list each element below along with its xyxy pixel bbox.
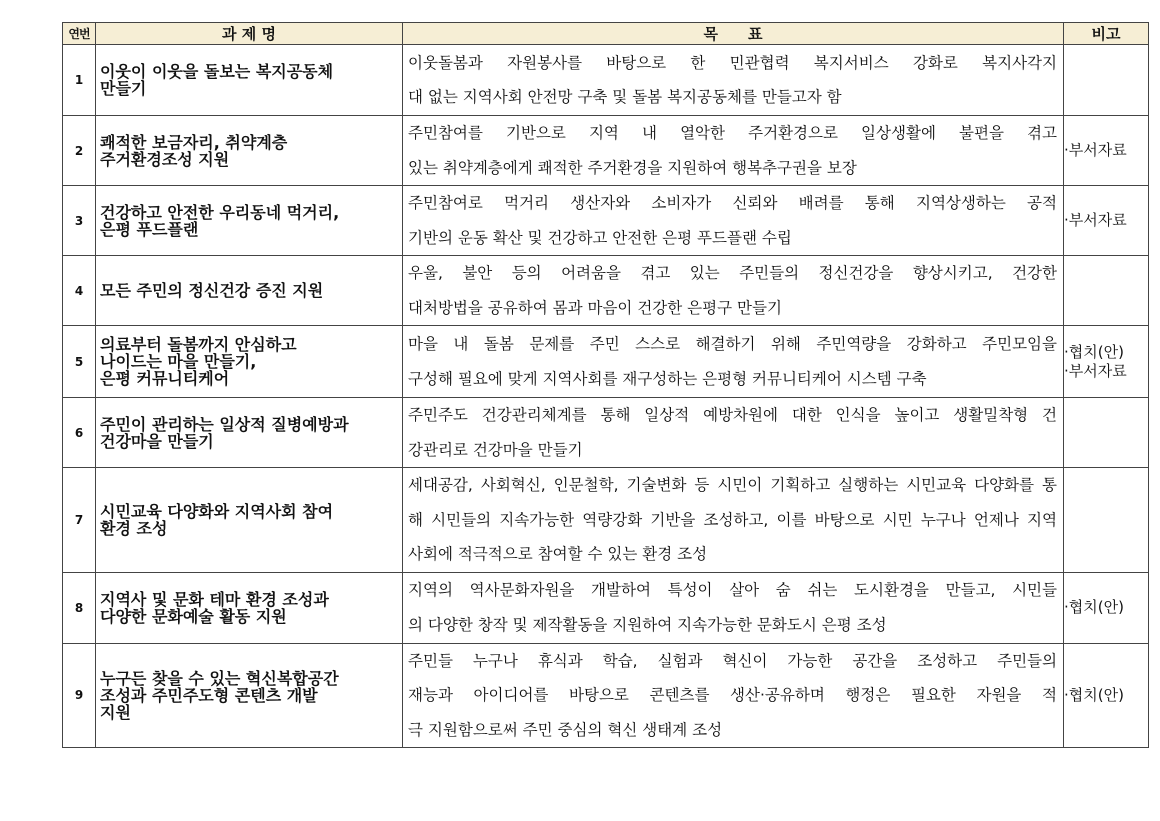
task-title-line: 모든 주민의 정신건강 증진 지원 (100, 281, 324, 300)
task-note (1064, 643, 1149, 748)
task-title (96, 256, 403, 326)
task-title-line: 쾌적한 보금자리, 취약계층 (100, 132, 288, 152)
task-goal-line: 주민참여로 먹거리 생산자와 소비자가 신뢰와 배려를 통해 지역상생하는 공적 (408, 194, 1057, 212)
task-note (1064, 45, 1149, 116)
task-title-line: 건강하고 안전한 우리동네 먹거리, (100, 202, 340, 222)
task-goal-line: 대처방법을 공유하여 몸과 마음이 건강한 은평구 만들기 (408, 298, 782, 317)
task-goal (403, 468, 1064, 573)
task-goal-line: 이웃돌봄과 자원봉사를 바탕으로 한 민관협력 복지서비스 강화로 복지사각지 (408, 53, 1057, 72)
task-goal (403, 643, 1064, 748)
row-number: 9 (63, 643, 96, 748)
task-title-line: 주민이 관리하는 일상적 질병예방과 (100, 414, 349, 434)
task-note-line: ·협치(안) (1064, 342, 1124, 361)
row-number: 8 (63, 572, 96, 643)
task-title (96, 643, 403, 748)
table-row (63, 186, 1149, 256)
task-title-line: 누구든 찾을 수 있는 혁신복합공간 (100, 668, 339, 688)
task-goal-line: 주민들 누구나 휴식과 학습, 실험과 혁신이 가능한 공간을 조성하고 주민들의 (408, 651, 1057, 670)
task-note (1064, 572, 1149, 643)
task-note (1064, 468, 1149, 573)
task-note-line: ·부서자료 (1064, 211, 1127, 229)
task-title-line: 만들기 (100, 79, 147, 98)
task-title (96, 468, 403, 573)
row-number: 3 (63, 186, 96, 256)
table-row (63, 468, 1149, 573)
task-note (1064, 116, 1149, 186)
task-goal-line: 해 시민들의 지속가능한 역량강화 기반을 조성하고, 이를 바탕으로 시민 누구나 언제나 지역 (408, 510, 1057, 529)
task-title (96, 572, 403, 643)
task-goal (403, 572, 1064, 643)
row-number: 2 (63, 116, 96, 186)
row-number: 5 (63, 326, 96, 398)
task-title-line: 건강마을 만들기 (100, 431, 214, 451)
task-title-line: 시민교육 다양화와 지역사회 참여 (100, 501, 334, 521)
task-title-line: 나이드는 마을 만들기, (100, 352, 257, 371)
task-note (1064, 256, 1149, 326)
task-goal-line: 지역의 역사문화자원을 개발하여 특성이 살아 숨 쉬는 도시환경을 만들고, 시민들 (408, 581, 1057, 599)
task-goal (403, 116, 1064, 186)
task-title-line: 다양한 문화예술 활동 지원 (100, 606, 287, 626)
task-goal (403, 398, 1064, 468)
task-goal (403, 256, 1064, 326)
row-number: 7 (63, 468, 96, 573)
task-title-line: 지원 (100, 702, 131, 722)
header-goal: 목 표 (403, 23, 1064, 45)
table-row (63, 572, 1149, 643)
task-goal-line: 재능과 아이디어를 바탕으로 콘텐츠를 생산·공유하며 행정은 필요한 자원을 적 (408, 686, 1057, 704)
task-title-line: 은평 커뮤니티케어 (100, 369, 230, 388)
task-note-line: ·협치(안) (1064, 685, 1124, 704)
table-row (63, 326, 1149, 398)
header-no: 연번 (63, 23, 96, 45)
task-goal-line: 세대공감, 사회혁신, 인문철학, 기술변화 등 시민이 기획하고 실행하는 시민교육 다양화를 통 (408, 476, 1057, 494)
row-number: 4 (63, 256, 96, 326)
task-title (96, 326, 403, 398)
table-row (63, 116, 1149, 186)
task-note-line: ·부서자료 (1064, 361, 1127, 380)
task-goal-line: 강관리로 건강마을 만들기 (408, 440, 583, 459)
task-note (1064, 186, 1149, 256)
task-goal-line: 대 없는 지역사회 안전망 구축 및 돌봄 복지공동체를 만들고자 함 (408, 88, 842, 106)
task-goal-line: 의 다양한 창작 및 제작활동을 지원하여 지속가능한 문화도시 은평 조성 (408, 615, 887, 634)
task-note (1064, 398, 1149, 468)
table-row (63, 256, 1149, 326)
task-title-line: 환경 조성 (100, 518, 168, 538)
row-number: 6 (63, 398, 96, 468)
task-title-line: 조성과 주민주도형 콘텐츠 개발 (100, 685, 318, 705)
task-goal (403, 326, 1064, 398)
task-goal-line: 사회에 적극적으로 참여할 수 있는 환경 조성 (408, 545, 708, 563)
task-title-line: 주거환경조성 지원 (100, 149, 230, 169)
task-goal-line: 주민참여를 기반으로 지역 내 열악한 주거환경으로 일상생활에 불편을 겪고 (408, 124, 1057, 142)
task-title (96, 398, 403, 468)
task-note (1064, 326, 1149, 398)
task-note-line: ·부서자료 (1064, 141, 1127, 159)
task-goal (403, 45, 1064, 116)
header-title: 과 제 명 (96, 23, 403, 45)
task-table (62, 22, 1149, 748)
task-goal-line: 마을 내 돌봄 문제를 주민 스스로 해결하기 위해 주민역량을 강화하고 주민모임을 (408, 335, 1057, 353)
task-title-line: 의료부터 돌봄까지 안심하고 (100, 335, 297, 354)
task-title-line: 지역사 및 문화 테마 환경 조성과 (100, 589, 329, 609)
task-goal-line: 기반의 운동 확산 및 건강하고 안전한 은평 푸드플랜 수립 (408, 228, 792, 247)
task-note-line: ·협치(안) (1064, 598, 1124, 616)
task-goal-line: 주민주도 건강관리체계를 통해 일상적 예방차원에 대한 인식을 높이고 생활밀착형 건 (408, 406, 1057, 424)
task-title (96, 116, 403, 186)
task-goal-line: 우울, 불안 등의 어려움을 겪고 있는 주민들의 정신건강을 향상시키고, 건강한 (408, 264, 1057, 282)
row-number: 1 (63, 45, 96, 116)
task-goal-line: 극 지원함으로써 주민 중심의 혁신 생태계 조성 (408, 720, 723, 739)
task-goal (403, 186, 1064, 256)
task-title (96, 45, 403, 116)
task-title (96, 186, 403, 256)
table-header-row (63, 23, 1149, 45)
table-row (63, 643, 1149, 748)
task-goal-line: 구성해 필요에 맞게 지역사회를 재구성하는 은평형 커뮤니티케어 시스템 구축 (408, 369, 927, 388)
task-title-line: 은평 푸드플랜 (100, 219, 199, 239)
table-row (63, 45, 1149, 116)
task-title-line: 이웃이 이웃을 돌보는 복지공동체 (100, 62, 334, 81)
task-goal-line: 있는 취약계층에게 쾌적한 주거환경을 지원하여 행복추구권을 보장 (408, 158, 857, 177)
header-note: 비고 (1064, 23, 1149, 45)
table-row (63, 398, 1149, 468)
